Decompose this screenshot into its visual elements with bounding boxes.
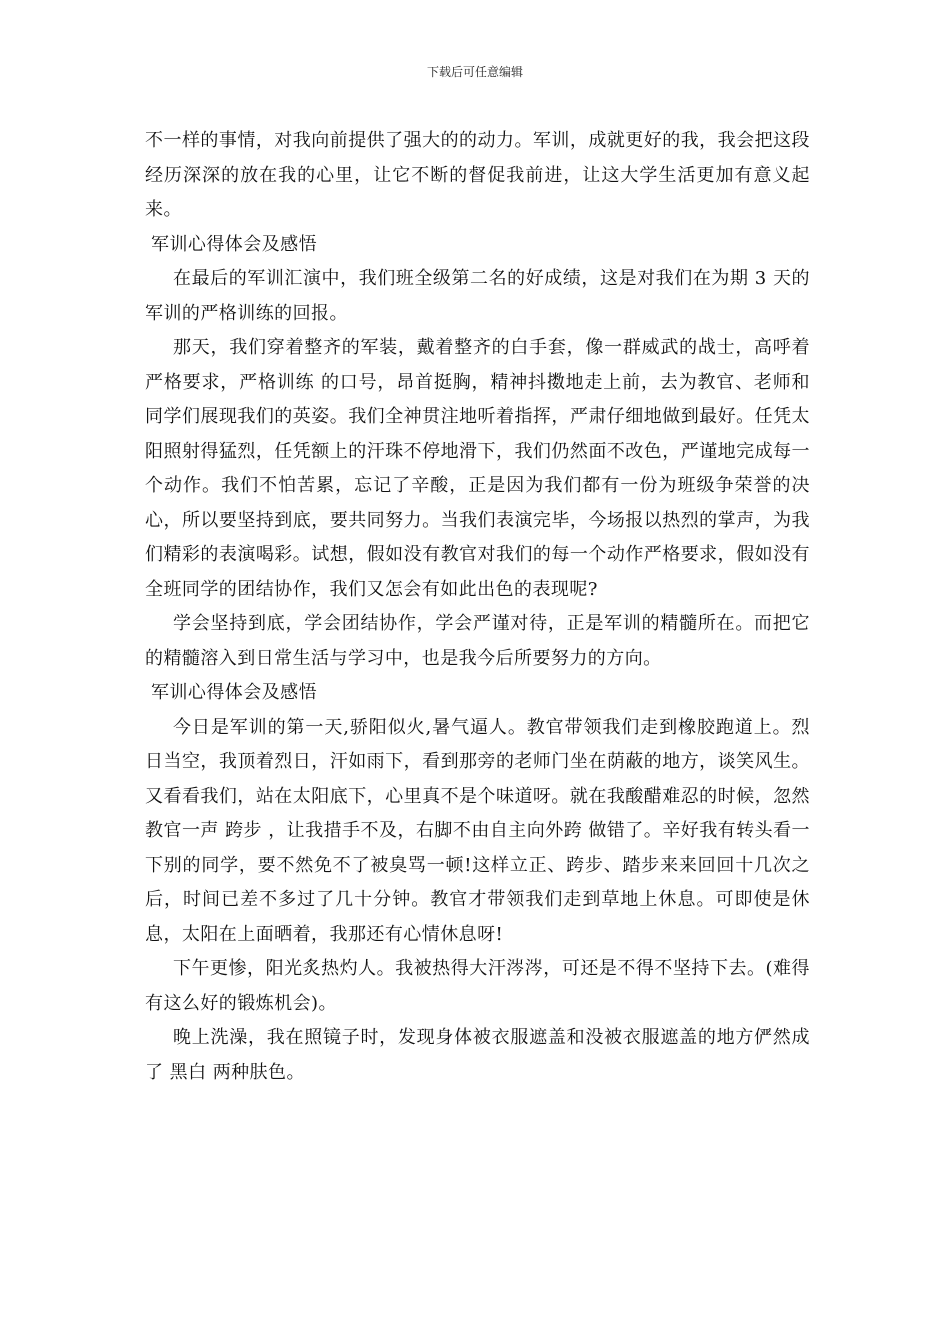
- paragraph: 今日是军训的第一天,骄阳似火,暑气逼人。教官带领我们走到橡胶跑道上。烈日当空，我顶着烈日，汗如雨下，看到那旁的老师门坐在荫蔽的地方，谈笑风生。又看看我们，站在太阳底下，心里真不是个味道呀。就在我酸醋难忍的时候，忽然教官一声 跨步 ，让我措手不及，右脚不由自主向外跨 做错了。辛好我有转头看一下别的同学，要不然免不了被臭骂一顿!这样立正、跨步、踏步来来回回十几次之后，时间已差不多过了几十分钟。教官才带领我们走到草地上休息。可即使是休息，太阳在上面晒着，我那还有心情休息呀!: [145, 716, 810, 945]
- paragraph: 晚上洗澡，我在照镜子时，发现身体被衣服遮盖和没被衣服遮盖的地方俨然成了 黑白 两种肤色。: [145, 1027, 810, 1083]
- page-header-note: 下载后可任意编辑: [426, 65, 523, 79]
- section-heading: 军训心得体会及感悟: [151, 682, 318, 703]
- paragraph: 学会坚持到底，学会团结协作，学会严谨对待，正是军训的精髓所在。而把它的精髓溶入到日常生活与学习中，也是我今后所要努力的方向。: [145, 613, 810, 669]
- document-body: [145, 124, 810, 1090]
- section-heading: 军训心得体会及感悟: [151, 233, 318, 255]
- paragraph-continuation: 不一样的事情，对我向前提供了强大的的动力。军训，成就更好的我，我会把这段经历深深的放在我的心里，让它不断的督促我前进，让这大学生活更加有意义起来。: [145, 130, 810, 220]
- paragraph: 下午更惨，阳光炙热灼人。我被热得大汗涔涔，可还是不得不坚持下去。(难得有这么好的锻炼机会)。: [145, 958, 810, 1014]
- paragraph: 那天，我们穿着整齐的军装，戴着整齐的白手套，像一群威武的战士，高呼着 严格要求，严格训练 的口号，昂首挺胸，精神抖擞地走上前，去为教官、老师和同学们展现我们的英姿。我们全神贯注地听着指挥，严肃仔细地做到最好。任凭太阳照射得猛烈，任凭额上的汗珠不停地滑下，我们仍然面不改色，严谨地完成每一个动作。我们不怕苦累，忘记了辛酸，正是因为我们都有一份为班级争荣誉的决心，所以要坚持到底，要共同努力。当我们表演完毕，今场报以热烈的掌声，为我们精彩的表演喝彩。试想，假如没有教官对我们的每一个动作严格要求，假如没有全班同学的团结协作，我们又怎会有如此出色的表现呢?: [145, 337, 810, 600]
- paragraph: 在最后的军训汇演中，我们班全级第二名的好成绩，这是对我们在为期 3 天的军训的严格训练的回报。: [145, 268, 810, 324]
